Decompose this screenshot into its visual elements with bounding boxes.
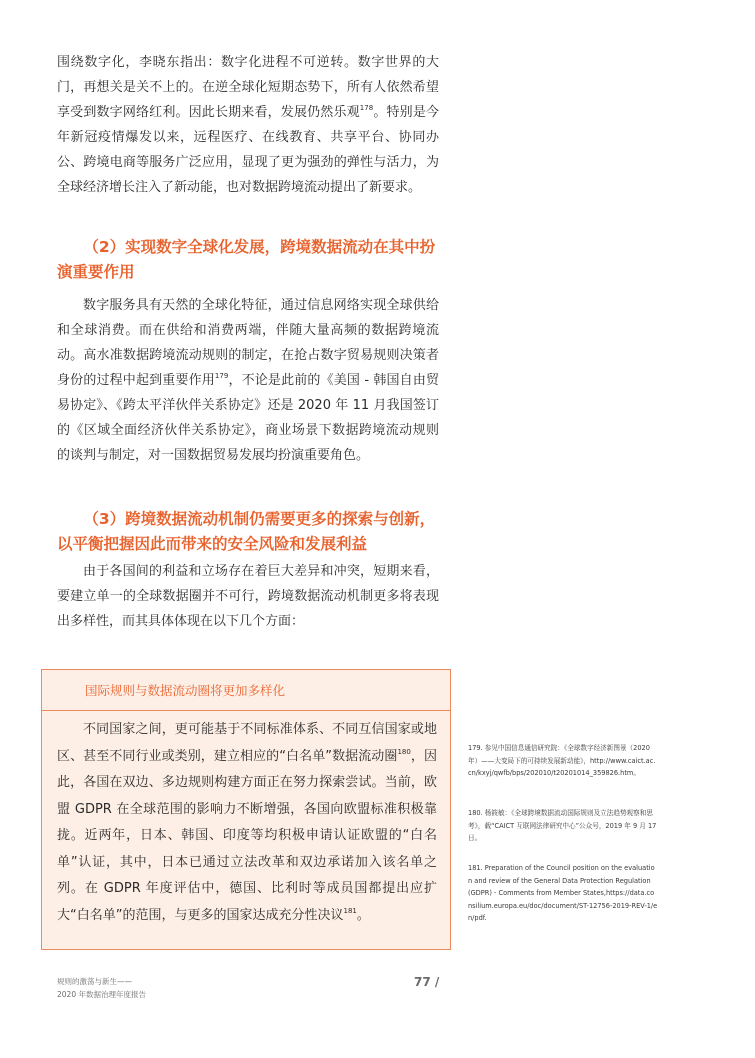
footnote-181: 181. Preparation of the Council position on the evaluation and review of the General Data Protection Regulation (GDPR) - Comments from Member States,https://data.consilium.europa.eu/doc/document/ST-12756-2019-REV-1/en/pdf.	[468, 864, 658, 922]
heading-3-text: （3）跨境数据流动机制仍需要更多的探索与创新，以平衡把握因此而带来的安全风险和发展利益	[57, 510, 436, 553]
footnote-ref-180[interactable]: 180	[397, 747, 411, 756]
callout-text	[57, 717, 437, 929]
callout-text-end: 。	[356, 907, 370, 923]
footer-report-title: 规则的激荡与新生——	[57, 977, 132, 986]
paragraph-digitalization	[57, 50, 439, 200]
callout-title: 国际规则与数据流动圈将更加多样化	[85, 683, 286, 698]
para1-text: 围绕数字化，李晓东指出：数字化进程不可逆转。数字世界的大门，再想关是关不上的。在逆全球化短期态势下，所有人依然希望享受到数字网络红利。因此长期来看，发展仍然乐观	[57, 55, 439, 120]
para2-text-after: ，不论是此前的《美国 - 韩国自由贸易协定》、《跨太平洋伙伴关系协定》还是 2020 年 11 月我国签订的《区域全面经济伙伴关系协定》，商业场景下数据跨境流动规则的谈判与制定，对一国数据贸易发展均扮演重要角色。	[57, 373, 439, 463]
page-number: 77 /	[414, 975, 440, 989]
callout-title-bar	[42, 670, 450, 711]
footnote-ref-179[interactable]: 179	[214, 372, 229, 380]
paragraph-digital-services	[57, 293, 439, 468]
footer-report-subtitle: 2020 年数据治理年度报告	[57, 990, 146, 999]
para1-text-after: 。特别是今年新冠疫情爆发以来，远程医疗、在线教育、共享平台、协同办公、跨境电商等服务广泛应用，显现了更为强劲的弹性与活力，为全球经济增长注入了新动能，也对数据跨境流动提出了新要求。	[57, 105, 439, 195]
footnote-179: 179. 参见中国信息通信研究院：《全球数字经济新图景（2020 年）——大变局下的可持续发展新动能》，http://www.caict.ac.cn/kxyj/qwfb/bps/202010/t20201014_359826.htm。	[468, 744, 656, 777]
callout-text-part1: 不同国家之间，更可能基于不同标准体系、不同互信国家或地区、甚至不同行业或类别，建立相应的“白名单”数据流动圈	[57, 722, 437, 764]
callout-box	[41, 669, 451, 950]
para3-text: 由于各国间的利益和立场存在着巨大差异和冲突，短期来看，要建立单一的全球数据圈并不可行，跨境数据流动机制更多将表现出多样性，而其具体体现在以下几个方面：	[57, 564, 439, 629]
para2-text: 数字服务具有天然的全球化特征，通过信息网络实现全球供给和全球消费。而在供给和消费两端，伴随大量高频的数据跨境流动。高水准数据跨境流动规则的制定，在抢占数字贸易规则决策者身份的过程中起到重要作用	[57, 298, 439, 388]
footnote-ref-178[interactable]: 178	[359, 104, 374, 112]
callout-text-part2: ，因此，各国在双边、多边规则构建方面正在努力探索尝试。当前，欧盟 GDPR 在全球范围的影响力不断增强，各国向欧盟标准积极靠拢。近两年，日本、韩国、印度等均积极申请认证欧盟的“白名单”认证，其中，日本已通过立法改革和双边承诺加入该名单之列。在 GDPR 年度评估中，德国、比利时等成员国都提出应扩大“白名单”的范围，与更多的国家达成充分性决议	[57, 748, 437, 923]
paragraph-diversity	[57, 559, 439, 634]
footnote-180: 180. 杨筱敏：《全球跨境数据流动国际规则及立法趋势观察和思考》，载“CAICT 互联网法律研究中心”公众号，2019 年 9 月 17 日。	[468, 809, 657, 842]
heading-2-text: （2）实现数字全球化发展，跨境数据流动在其中扮演重要作用	[57, 238, 436, 281]
section-heading-3	[57, 507, 439, 557]
footnote-ref-181[interactable]: 181	[343, 906, 357, 915]
section-heading-2	[57, 235, 439, 285]
